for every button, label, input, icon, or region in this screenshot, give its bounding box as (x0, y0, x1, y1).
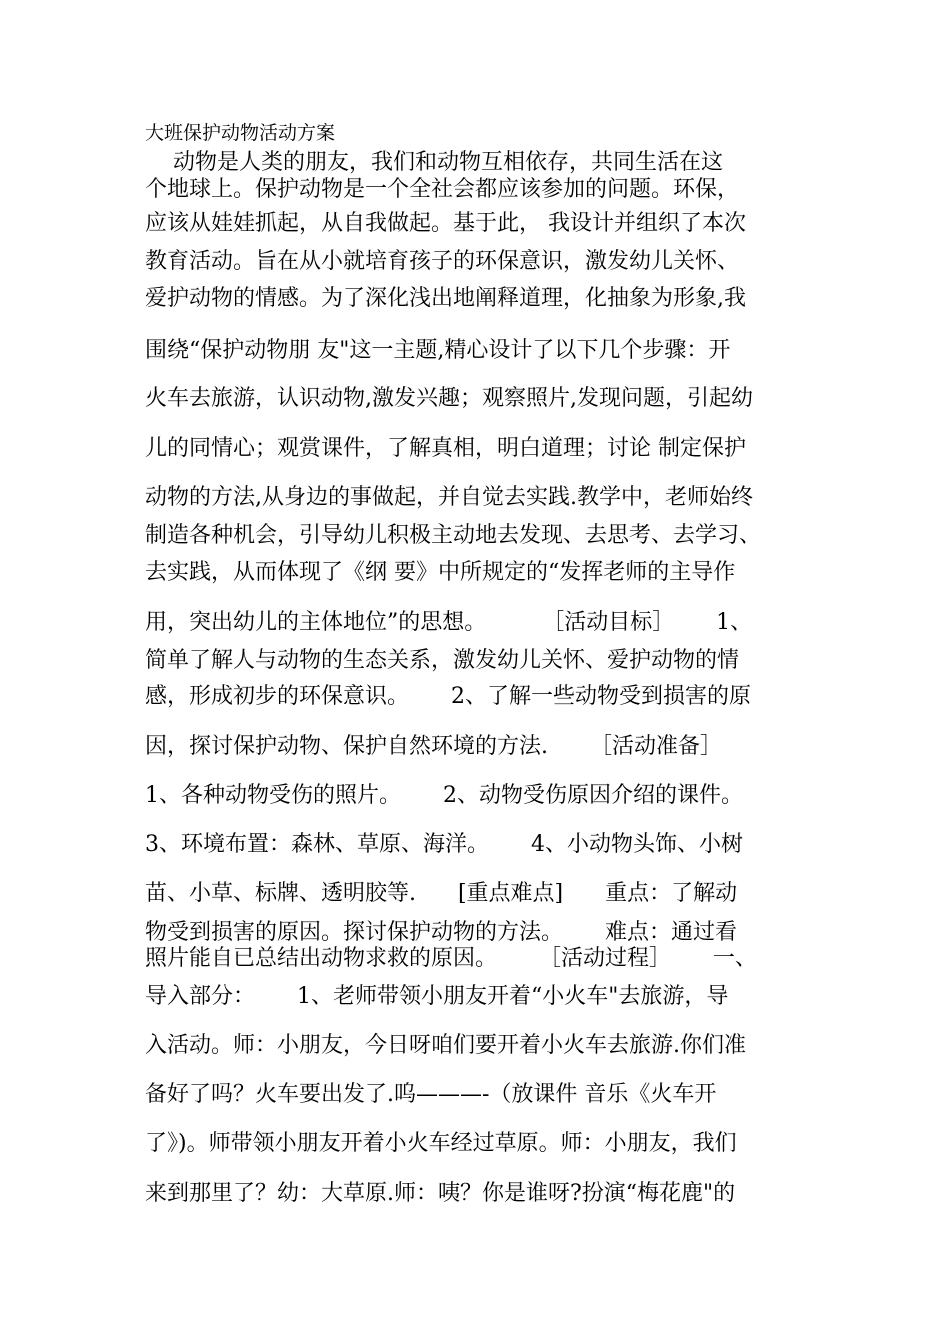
body-line-6: 围绕“保护动物朋 友"这一主题,精心设计了以下几个步骤：开 (145, 338, 731, 363)
body-line-14: 感，形成初步的环保意识。 2、了解一些动物受到损害的原 (145, 684, 751, 709)
body-line-7: 火车去旅游，认识动物,激发兴趣；观察照片,发现问题，引起幼 (145, 386, 753, 411)
body-line-23: 备好了吗？火车要出发了.呜———-（放课件 音乐《火车开 (145, 1082, 717, 1107)
body-line-4: 教育活动。旨在从小就培育孩子的环保意识，激发幼儿关怀、 (145, 249, 740, 274)
document-title: 大班保护动物活动方案 (145, 122, 336, 144)
body-line-21: 导入部分： 1、老师带领小朋友开着“小火车"去旅游，导 (145, 984, 729, 1009)
body-line-16: 1、各种动物受伤的照片。 2、动物受伤原因介绍的课件。 (145, 783, 743, 808)
body-line-11: 去实践，从而体现了《纲 要》中所规定的“发挥老师的主导作 (145, 560, 736, 585)
body-line-20: 照片能自已总结出动物求救的原因。 ［活动过程］ 一、 (145, 946, 757, 971)
body-line-24: 了》)。师带领小朋友开着小火车经过草原。师：小朋友，我们 (145, 1131, 737, 1156)
body-line-15: 因，探讨保护动物、保护自然环境的方法. ［活动准备］ (145, 734, 722, 759)
body-line-19: 物受到损害的原因。探讨保护动物的方法。 难点：通过看 (145, 920, 737, 945)
body-line-22: 入活动。师：小朋友，今日呀咱们要开着小火车去旅游.你们准 (145, 1033, 746, 1058)
body-line-2: 个地球上。保护动物是一个全社会都应该参加的问题。环保， (145, 177, 740, 202)
body-line-13: 简单了解人与动物的生态关系，激发幼儿关怀、爱护动物的情 (145, 648, 740, 673)
body-line-10: 制造各种机会，引导幼儿积极主动地去发现、去思考、去学习、 (145, 523, 762, 548)
body-line-3: 应该从娃娃抓起，从自我做起。基于此， 我设计并组织了本次 (145, 211, 746, 236)
body-line-18: 苗、小草、标牌、透明胶等. [重点难点] 重点：了解动 (145, 881, 738, 906)
body-line-25: 来到那里了？幼：大草原.师：咦？你是谁呀?扮演“梅花鹿"的 (145, 1181, 736, 1206)
body-line-5: 爱护动物的情感。为了深化浅出地阐释道理，化抽象为形象,我 (145, 286, 746, 311)
body-line-8: 儿的同情心；观赏课件，了解真相，明白道理；讨论 制定保护 (145, 436, 746, 461)
body-line-1: 动物是人类的朋友，我们和动物互相依存，共同生活在这 (145, 150, 723, 175)
body-line-9: 动物的方法,从身边的事做起，并自觉去实践.教学中，老师始终 (145, 485, 753, 510)
body-line-17: 3、环境布置：森林、草原、海洋。 4、小动物头饰、小树 (145, 832, 743, 857)
body-line-12: 用，突出幼儿的主体地位”的思想。 ［活动目标］ 1、 (145, 610, 753, 635)
